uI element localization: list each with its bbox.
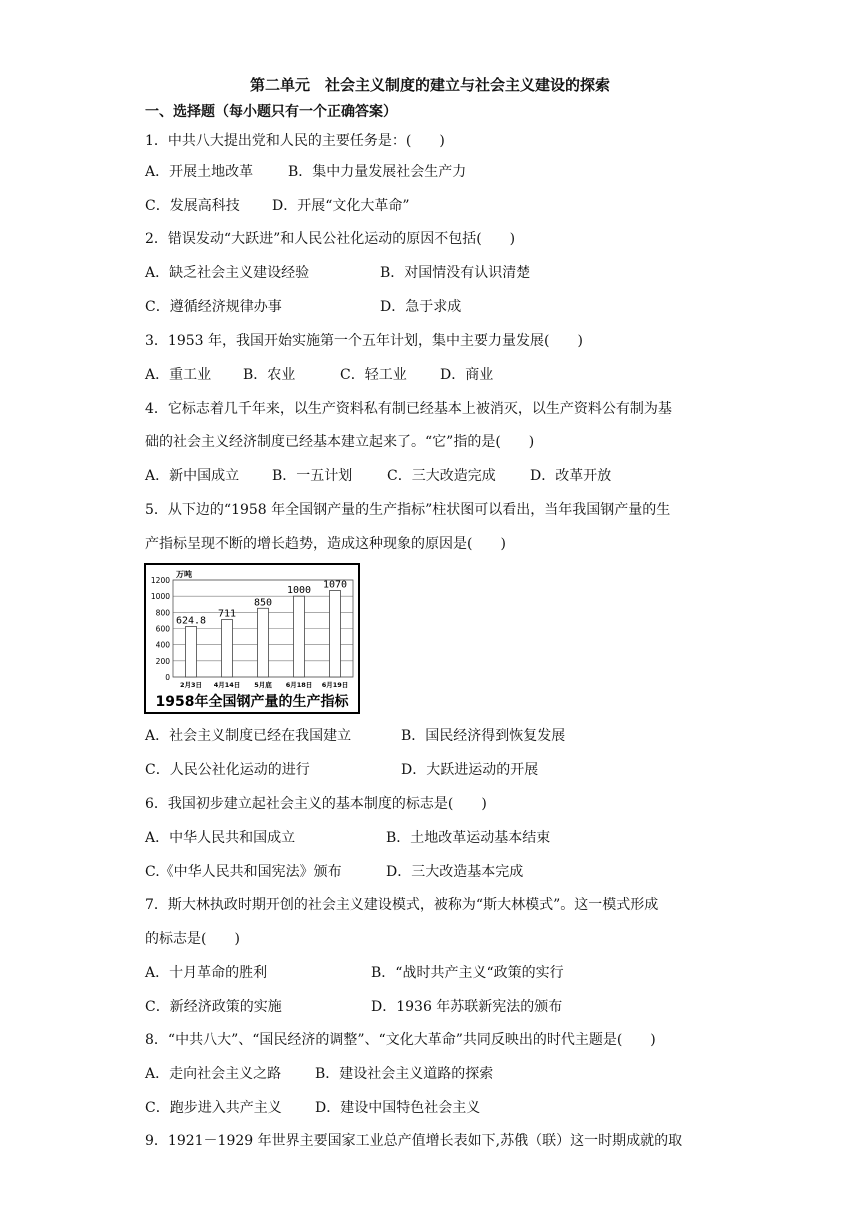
question-2-option-a: A．缺乏社会主义建设经验 bbox=[145, 265, 310, 281]
question-4-option-b: B．一五计划 bbox=[272, 468, 353, 484]
question-7-option-b: B．“战时共产主义“政策的实行 bbox=[371, 965, 564, 981]
chart-bar bbox=[222, 620, 233, 677]
chart-x-tick-label: 2月3日 bbox=[179, 681, 203, 689]
chart-value-label: 850 bbox=[253, 597, 273, 609]
question-7-stem-line-2: 的标志是( ) bbox=[145, 931, 240, 947]
question-1-option-c: C．发展高科技 bbox=[145, 198, 240, 214]
chart-y-tick-label: 1200 bbox=[150, 576, 170, 585]
question-2-option-c: C．遵循经济规律办事 bbox=[145, 299, 282, 315]
question-6-option-c: C.《中华人民共和国宪法》颁布 bbox=[145, 864, 342, 880]
chart-y-tick-label: 1000 bbox=[150, 592, 170, 602]
question-3-options-row bbox=[145, 365, 745, 385]
chart-bar bbox=[186, 626, 197, 677]
chart-value-label: 1070 bbox=[322, 579, 348, 591]
question-7-options-row-1 bbox=[145, 963, 745, 983]
chart-y-tick-label: 800 bbox=[155, 608, 170, 618]
chart-title: 1958年全国钢产量的生产指标 bbox=[155, 694, 349, 710]
question-7-option-a: A．十月革命的胜利 bbox=[145, 965, 268, 981]
question-9-stem: 9．1921－1929 年世界主要国家工业总产值增长表如下,苏俄（联）这一时期成就的取 bbox=[145, 1133, 683, 1149]
question-6-options-row-2 bbox=[145, 862, 745, 882]
question-1-options-row-2 bbox=[145, 196, 745, 216]
question-7-option-d: D．1936 年苏联新宪法的颁布 bbox=[371, 999, 563, 1015]
question-4-option-a: A．新中国成立 bbox=[145, 468, 240, 484]
chart-unit-label: 万吨 bbox=[176, 570, 192, 579]
question-5-options-row-1 bbox=[145, 726, 745, 746]
chart-y-tick-label: 0 bbox=[165, 673, 170, 682]
question-2-options-row-2 bbox=[145, 297, 745, 317]
question-2-option-d: D．急于求成 bbox=[380, 299, 462, 315]
question-4-options-row bbox=[145, 466, 745, 486]
question-5-option-d: D．大跃进运动的开展 bbox=[401, 762, 539, 778]
question-7-option-c: C．新经济政策的实施 bbox=[145, 999, 282, 1015]
chart-bar bbox=[330, 591, 341, 677]
question-1-option-d: D．开展“文化大革命” bbox=[272, 198, 410, 214]
question-8-option-d: D．建设中国特色社会主义 bbox=[315, 1100, 481, 1116]
chart-x-tick-label: 6月19日 bbox=[321, 681, 349, 689]
chart-x-tick-label: 4月14日 bbox=[213, 681, 241, 689]
chart-x-tick-label: 5月底 bbox=[254, 681, 272, 689]
chart-y-tick-label: 600 bbox=[155, 624, 170, 634]
question-4-option-d: D．改革开放 bbox=[530, 468, 612, 484]
question-6-stem: 6．我国初步建立起社会主义的基本制度的标志是( ) bbox=[145, 796, 487, 812]
question-8-options-row-2 bbox=[145, 1098, 745, 1118]
chart-x-tick-label: 6月18日 bbox=[285, 681, 313, 689]
question-1-option-b: B．集中力量发展社会生产力 bbox=[288, 164, 467, 180]
page-title: 第二单元 社会主义制度的建立与社会主义建设的探索 bbox=[249, 76, 610, 94]
question-6-option-b: B．土地改革运动基本结束 bbox=[386, 830, 551, 846]
question-8-option-b: B．建设社会主义道路的探索 bbox=[315, 1066, 494, 1082]
chart-value-label: 624.8 bbox=[175, 615, 207, 627]
question-2-options-row-1 bbox=[145, 263, 745, 283]
question-2-option-b: B．对国情没有认识清楚 bbox=[380, 265, 531, 281]
question-7-stem-line-1: 7．斯大林执政时期开创的社会主义建设模式，被称为“斯大林模式”。这一模式形成 bbox=[145, 897, 659, 913]
question-1-stem: 1．中共八大提出党和人民的主要任务是：( ) bbox=[145, 133, 445, 149]
question-6-options-row-1 bbox=[145, 828, 745, 848]
question-4-stem-line-2: 础的社会主义经济制度已经基本建立起来了。“它”指的是( ) bbox=[145, 434, 535, 450]
question-5-option-b: B．国民经济得到恢复发展 bbox=[401, 728, 566, 744]
steel-output-bar-chart bbox=[144, 563, 360, 714]
question-4-option-c: C．三大改造完成 bbox=[387, 468, 496, 484]
question-5-option-c: C．人民公社化运动的进行 bbox=[145, 762, 310, 778]
question-7-options-row-2 bbox=[145, 997, 745, 1017]
question-8-option-a: A．走向社会主义之路 bbox=[145, 1066, 282, 1082]
question-4-stem-line-1: 4．它标志着几千年来，以生产资料私有制已经基本上被消灭，以生产资料公有制为基 bbox=[145, 401, 672, 417]
chart-y-ticks bbox=[151, 576, 170, 682]
chart-y-tick-label: 200 bbox=[155, 656, 170, 666]
question-8-stem: 8．“中共八大”、“国民经济的调整”、“文化大革命”共同反映出的时代主题是( ) bbox=[145, 1032, 656, 1048]
question-3-option-a: A．重工业 bbox=[145, 367, 212, 383]
chart-svg bbox=[146, 565, 358, 712]
question-8-options-row-1 bbox=[145, 1064, 745, 1084]
question-5-options-row-2 bbox=[145, 760, 745, 780]
question-3-option-b: B．农业 bbox=[243, 367, 296, 383]
question-1-options-row-1 bbox=[145, 162, 745, 182]
chart-bar bbox=[258, 608, 269, 677]
question-3-option-d: D．商业 bbox=[440, 367, 494, 383]
question-5-option-a: A．社会主义制度已经在我国建立 bbox=[145, 728, 352, 744]
question-6-option-d: D．三大改造基本完成 bbox=[386, 864, 524, 880]
question-3-stem: 3．1953 年，我国开始实施第一个五年计划，集中主要力量发展( ) bbox=[145, 333, 583, 349]
question-8-option-c: C．跑步进入共产主义 bbox=[145, 1100, 282, 1116]
chart-y-tick-label: 400 bbox=[155, 640, 170, 650]
chart-value-label: 1000 bbox=[286, 585, 312, 597]
question-3-option-c: C．轻工业 bbox=[340, 367, 407, 383]
question-2-stem: 2．错误发动“大跃进”和人民公社化运动的原因不包括( ) bbox=[145, 231, 516, 247]
question-5-stem-line-2: 产指标呈现不断的增长趋势，造成这种现象的原因是( ) bbox=[145, 536, 506, 552]
question-5-stem-line-1: 5．从下边的“1958 年全国钢产量的生产指标”柱状图可以看出，当年我国钢产量的生 bbox=[145, 502, 671, 518]
chart-x-ticks bbox=[180, 680, 348, 689]
question-1-option-a: A．开展土地改革 bbox=[145, 164, 254, 180]
chart-bar bbox=[294, 596, 305, 677]
section-title: 一、选择题（每小题只有一个正确答案） bbox=[145, 104, 397, 120]
question-6-option-a: A．中华人民共和国成立 bbox=[145, 830, 296, 846]
chart-value-label: 711 bbox=[217, 608, 237, 620]
